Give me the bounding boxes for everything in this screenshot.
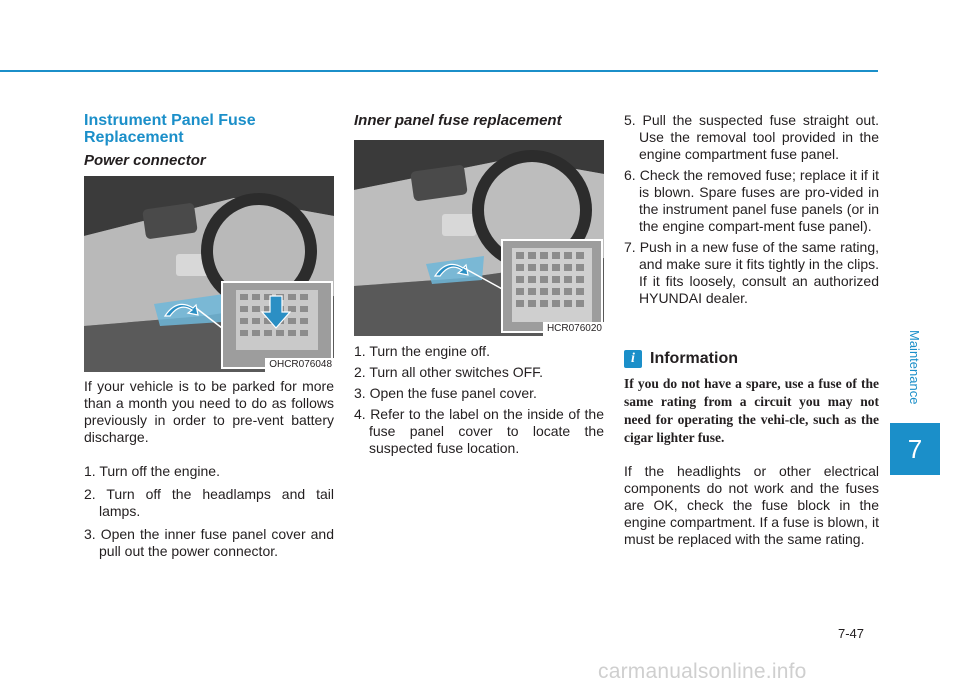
power-connector-photo (84, 176, 334, 372)
list-item: 1. Turn off the engine. (84, 463, 220, 479)
chapter-number-badge: 7 (890, 423, 940, 475)
chapter-side-label: Maintenance (907, 330, 922, 405)
storage-paragraph: If your vehicle is to be parked for more than a month you need to do as follows previously in order to pre-vent battery discharge. (84, 378, 334, 445)
power-connector-steps (84, 463, 334, 566)
list-item: 2. Turn all other switches OFF. (354, 364, 544, 380)
inner-panel-photo (354, 140, 604, 336)
list-item: 2. Turn off the headlamps and tail lamps. (84, 486, 334, 519)
fuse-replacement-steps (624, 112, 879, 311)
power-connector-subheading: Power connector (84, 152, 206, 169)
inner-panel-subheading: Inner panel fuse replacement (354, 112, 562, 129)
list-item: 1. Turn the engine off. (354, 343, 490, 359)
list-item: 7. Push in a new fuse of the same rating, and make sure it fits tightly in the clips. If it fits loosely, consult an authorized HYUNDAI dealer. (624, 239, 879, 306)
headlights-paragraph: If the headlights or other electrical components do not work and the fuses are OK, check the fuse block in the engine compartment. If a fuse is blown, it must be replaced with the same rating. (624, 463, 879, 547)
fuse-box-illustration (354, 140, 604, 336)
page-number: 7-47 (838, 626, 865, 641)
image-code-label: HCR076020 (543, 322, 604, 336)
list-item: 3. Open the fuse panel cover. (354, 385, 537, 401)
information-title: Information (650, 350, 738, 367)
list-item: 5. Pull the suspected fuse straight out. Use the removal tool provided in the engine compartment fuse panel. (624, 112, 879, 162)
list-item: 3. Open the inner fuse panel cover and pull out the power connector. (84, 526, 334, 559)
image-code-label: OHCR076048 (265, 358, 334, 372)
info-icon: i (624, 350, 642, 368)
header-rule (0, 70, 878, 72)
information-note: If you do not have a spare, use a fuse of the same rating from a circuit you may not need for operating the vehi-cle, such as the cigar lighter fuse. (624, 376, 879, 445)
watermark: carmanualsonline.info (598, 660, 807, 683)
inner-panel-steps (354, 343, 604, 461)
list-item: 6. Check the removed fuse; replace it if it is blown. Spare fuses are pro-vided in the instrument panel fuse panels (or in the engine compart-ment fuse panel). (624, 167, 879, 234)
information-header (624, 349, 879, 369)
dashboard-fuse-panel-illustration (84, 176, 334, 372)
list-item: 4. Refer to the label on the inside of the fuse panel cover to locate the suspected fuse location. (354, 406, 604, 456)
section-heading: Instrument Panel Fuse Replacement (84, 112, 256, 146)
